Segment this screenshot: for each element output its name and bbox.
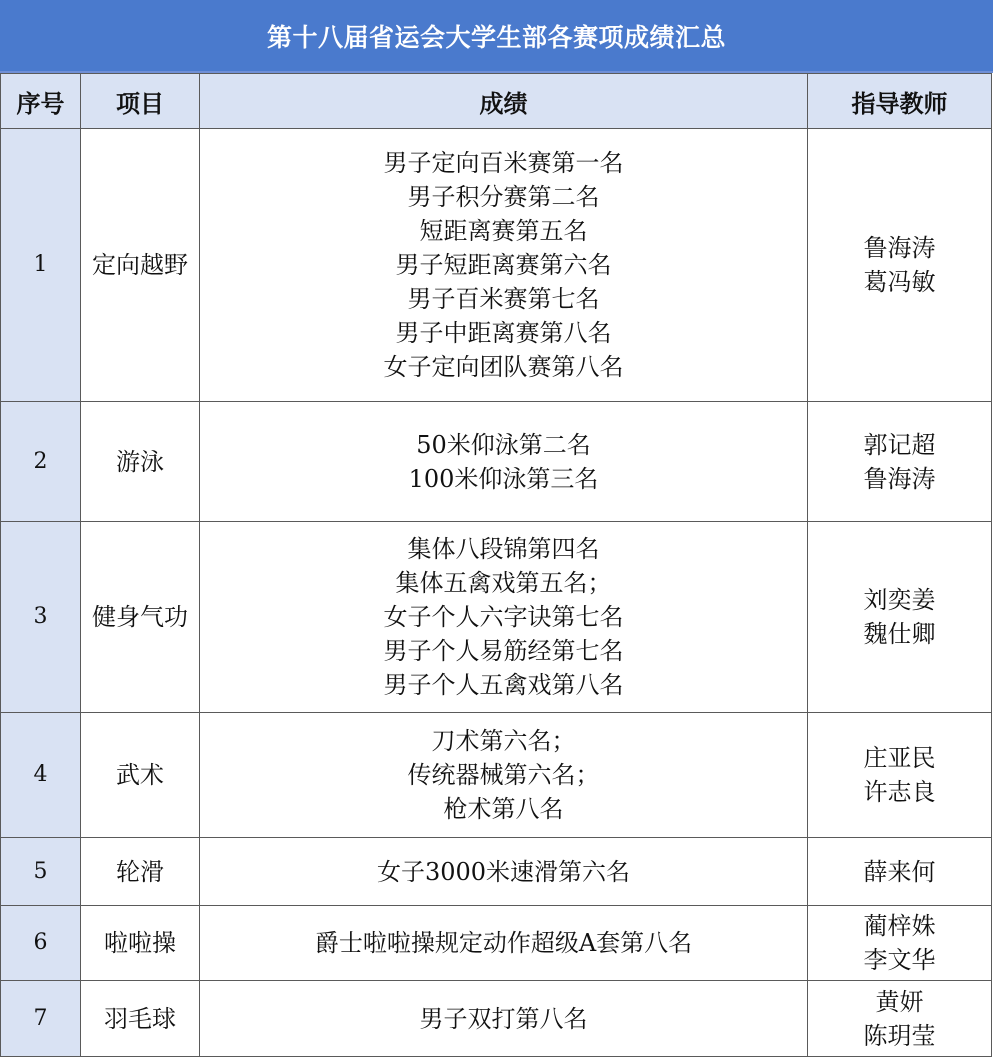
row-item: 轮滑 xyxy=(81,838,200,906)
result-line: 男子百米赛第七名 xyxy=(407,285,600,313)
row-results xyxy=(200,906,808,981)
table-row xyxy=(1,906,992,981)
row-teachers xyxy=(808,906,992,981)
teacher-name: 陈玥莹 xyxy=(863,1021,936,1050)
result-line: 女子3000米速滑第六名 xyxy=(376,857,631,886)
result-line: 男子个人易筋经第七名 xyxy=(383,637,624,665)
sheet-title: 第十八届省运会大学生部各赛项成绩汇总 xyxy=(0,0,993,73)
table-row xyxy=(1,838,992,906)
row-results xyxy=(200,713,808,838)
row-item: 啦啦操 xyxy=(81,906,200,981)
table-row xyxy=(1,522,992,713)
teacher-name: 葛冯敏 xyxy=(863,268,936,296)
row-item: 羽毛球 xyxy=(81,981,200,1057)
result-line: 短距离赛第五名 xyxy=(419,217,588,245)
results-table xyxy=(0,73,992,1057)
row-index: 6 xyxy=(1,906,81,981)
row-index: 3 xyxy=(1,522,81,713)
result-line: 女子个人六字诀第七名 xyxy=(383,603,624,631)
row-teachers xyxy=(808,981,992,1057)
table-row xyxy=(1,981,992,1057)
row-index: 1 xyxy=(1,129,81,402)
table-row xyxy=(1,713,992,838)
header-item: 项目 xyxy=(81,74,200,129)
teacher-name: 许志良 xyxy=(863,778,936,806)
result-line: 集体八段锦第四名 xyxy=(407,535,600,563)
result-line: 传统器械第六名； xyxy=(407,761,600,789)
row-teachers xyxy=(808,522,992,713)
row-index: 4 xyxy=(1,713,81,838)
teacher-name: 李文华 xyxy=(863,946,936,974)
result-line: 男子积分赛第二名 xyxy=(407,183,600,211)
row-results xyxy=(200,981,808,1057)
teacher-name: 蔺梓姝 xyxy=(863,912,936,940)
result-line: 100米仰泳第三名 xyxy=(408,464,599,493)
result-line: 男子定向百米赛第一名 xyxy=(383,149,624,177)
result-line: 枪术第八名 xyxy=(443,795,564,823)
result-line: 50米仰泳第二名 xyxy=(416,430,591,459)
row-index: 2 xyxy=(1,402,81,522)
header-row xyxy=(1,74,992,129)
teacher-name: 刘奕姜 xyxy=(863,586,936,614)
row-item: 武术 xyxy=(81,713,200,838)
row-item: 健身气功 xyxy=(81,522,200,713)
header-result: 成绩 xyxy=(200,74,808,129)
row-results xyxy=(200,402,808,522)
teacher-name: 鲁海涛 xyxy=(863,464,936,493)
table-body xyxy=(1,129,992,1057)
result-line: 男子短距离赛第六名 xyxy=(395,251,612,279)
row-teachers xyxy=(808,838,992,906)
teacher-name: 薛来何 xyxy=(863,857,936,886)
row-results xyxy=(200,838,808,906)
row-index: 7 xyxy=(1,981,81,1057)
header-index: 序号 xyxy=(1,74,81,129)
row-teachers xyxy=(808,129,992,402)
row-teachers xyxy=(808,713,992,838)
header-teacher: 指导教师 xyxy=(808,74,992,129)
teacher-name: 郭记超 xyxy=(863,430,936,459)
result-line: 刀术第六名； xyxy=(431,727,576,755)
result-line: 男子中距离赛第八名 xyxy=(395,319,612,347)
teacher-name: 鲁海涛 xyxy=(863,234,936,262)
row-item: 定向越野 xyxy=(81,129,200,402)
row-teachers xyxy=(808,402,992,522)
teacher-name: 黄妍 xyxy=(875,987,924,1016)
row-results xyxy=(200,522,808,713)
row-results xyxy=(200,129,808,402)
result-line: 爵士啦啦操规定动作超级A套第八名 xyxy=(314,929,693,957)
result-line: 男子个人五禽戏第八名 xyxy=(383,671,624,699)
table-row xyxy=(1,129,992,402)
row-index: 5 xyxy=(1,838,81,906)
result-line: 男子双打第八名 xyxy=(419,1004,588,1033)
teacher-name: 庄亚民 xyxy=(863,744,936,772)
row-item: 游泳 xyxy=(81,402,200,522)
result-line: 女子定向团队赛第八名 xyxy=(383,353,624,381)
table-row xyxy=(1,402,992,522)
result-line: 集体五禽戏第五名； xyxy=(395,569,612,597)
teacher-name: 魏仕卿 xyxy=(863,620,936,648)
